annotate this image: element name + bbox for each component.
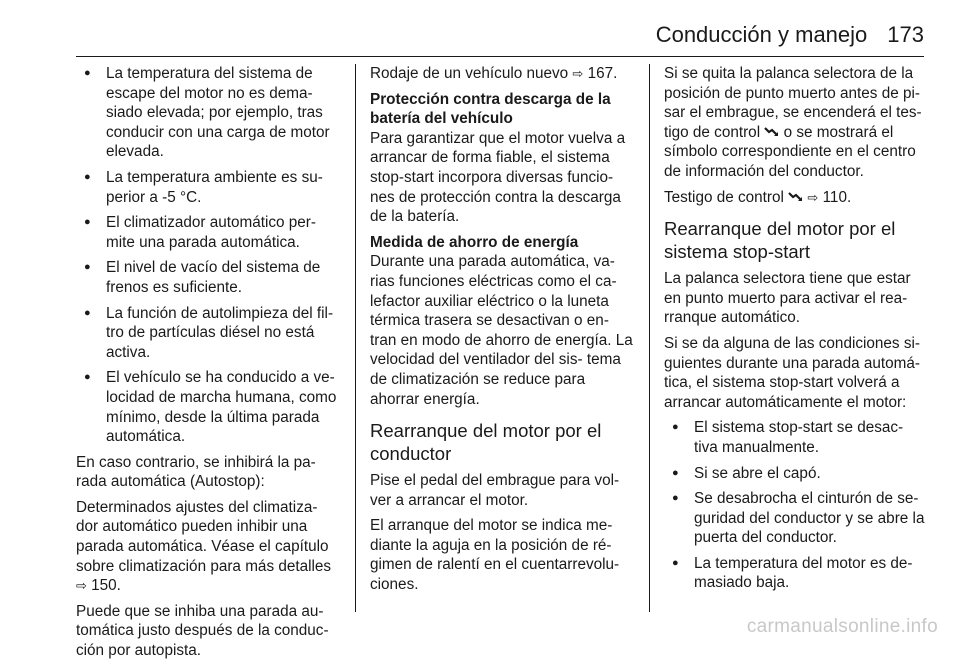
page-ref[interactable]: 150. bbox=[91, 577, 121, 595]
list-item: ● El sistema stop-start se desac- tiva manualmente. bbox=[664, 418, 926, 457]
page-ref[interactable]: 167. bbox=[587, 65, 618, 82]
column-2 bbox=[370, 64, 635, 601]
subheading-energy: Medida de ahorro de energía bbox=[370, 233, 579, 251]
list-item: ● Se desabrocha el cinturón de se- guridad del conductor y se abre la puerta del conductor. bbox=[664, 489, 926, 548]
column-1 bbox=[76, 64, 341, 667]
paragraph: Para garantizar que el motor vuelva a arrancar de forma fiable, el sistema stop-start incorpora diversas funcio- nes de protección contra la descarga de la batería. bbox=[370, 129, 626, 226]
heading-restart-driver: Rearranque del motor por el conductor bbox=[370, 420, 602, 465]
page-header bbox=[0, 22, 924, 54]
paragraph: La palanca selectora tiene que estar en punto muerto para activar el rea- rranque automático. bbox=[664, 270, 911, 327]
list-item: ● La temperatura del motor es de- masiado baja. bbox=[664, 554, 926, 593]
list-item: ● La temperatura del sistema de escape del motor no es dema- siado elevada; por ejemplo, tras conducir con una carga de motor elevada. bbox=[76, 64, 341, 162]
page-ref[interactable]: 110. bbox=[822, 188, 852, 206]
page-ref-arrow-icon: ⇨ bbox=[572, 66, 584, 81]
paragraph: Pise el pedal del embrague para vol- ver a arrancar el motor. bbox=[370, 472, 620, 509]
conditions-list bbox=[76, 64, 341, 447]
page-ref-arrow-icon: ⇨ bbox=[76, 578, 87, 594]
list-item: ● El climatizador automático per- mite una parada automática. bbox=[76, 213, 341, 252]
list-item: ● El vehículo se ha conducido a ve- locidad de marcha humana, como mínimo, desde la última parada automática. bbox=[76, 368, 341, 446]
paragraph: Si se da alguna de las condiciones si- guientes durante una parada automá- tica, el sistema stop-start volverá a arrancar automáticamente el motor: bbox=[664, 334, 920, 411]
column-divider-1 bbox=[355, 64, 356, 612]
paragraph: Determinados ajustes del climatiza- dor automático pueden inhibir una parada automática. Véase el capítulo sobre climatización para más detalles ⇨ 150. bbox=[76, 498, 332, 595]
paragraph: En caso contrario, se inhibirá la pa- rada automática (Autostop): bbox=[76, 453, 316, 491]
paragraph: Testigo de control ⇨ 110. bbox=[664, 188, 852, 206]
list-item: ● La función de autolimpieza del fil- tro de partículas diésel no está activa. bbox=[76, 304, 341, 363]
restart-conditions-list bbox=[664, 418, 926, 593]
section-title: Conducción y manejo bbox=[655, 22, 868, 47]
header-rule bbox=[76, 56, 924, 57]
list-item: ● El nivel de vacío del sistema de frenos es suficiente. bbox=[76, 258, 341, 297]
gear-shift-arrow-icon bbox=[788, 191, 803, 203]
paragraph: Durante una parada automática, va- rias funciones eléctricas como el ca- lefactor auxiliar eléctrico o la luneta térmica trasera se desactivan o en- tran en modo de ahorro de energía. La velocidad del ventilador del sis- tema de climatización se reduce para ahorrar energía. bbox=[370, 253, 633, 408]
paragraph: Rodaje de un vehículo nuevo ⇨ 167. bbox=[370, 65, 618, 82]
paragraph: Si se quita la palanca selectora de la posición de punto muerto antes de pi- sar el embrague, se encenderá el tes- tigo de control o se mostrará el símbolo correspondiente en el centro de información del conductor. bbox=[664, 65, 922, 180]
watermark: carmanualsonline.info bbox=[746, 616, 938, 637]
column-divider-2 bbox=[649, 64, 650, 612]
page-number: 173 bbox=[887, 22, 924, 47]
gear-shift-arrow-icon bbox=[764, 126, 779, 138]
page-ref-arrow-icon: ⇨ bbox=[807, 189, 819, 205]
subheading-battery: Protección contra descarga de la batería del vehículo bbox=[370, 90, 611, 128]
paragraph: El arranque del motor se indica me- diante la aguja en la posición de ré- gimen de ralentí en el cuentarrevolu- ciones. bbox=[370, 517, 620, 594]
heading-restart-system: Rearranque del motor por el sistema stop-start bbox=[664, 218, 896, 263]
paragraph: Puede que se inhiba una parada au- tomática justo después de la conduc- ción por autopista. bbox=[76, 602, 329, 660]
list-item: ● La temperatura ambiente es su- perior a -5 °C. bbox=[76, 168, 341, 207]
list-item: ● Si se abre el capó. bbox=[664, 464, 926, 484]
column-3 bbox=[664, 64, 926, 599]
